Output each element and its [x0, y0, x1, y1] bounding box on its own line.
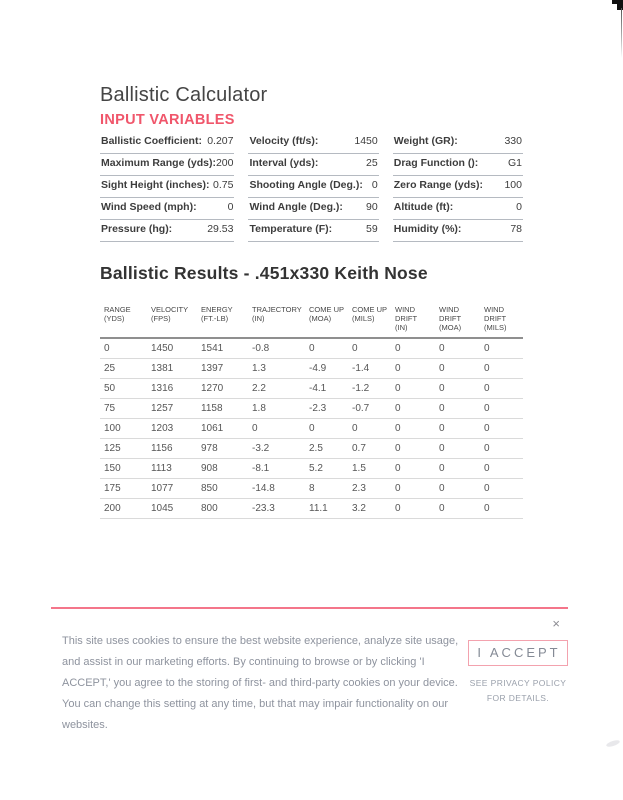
input-field-value[interactable]: 200	[215, 157, 234, 169]
table-cell: 0	[391, 459, 435, 479]
input-field-label: Ballistic Coefficient:	[101, 135, 202, 147]
table-cell: 0	[391, 359, 435, 379]
results-table-header-row	[100, 303, 523, 338]
input-field-label: Weight (GR):	[393, 135, 458, 147]
cookie-message: This site uses cookies to ensure the best website experience, analyze site usage, and assist in our marketing efforts. By continuing to browse or by clicking 'I ACCEPT,' you agree to the storing of first- and third-party cookies on your device. You can change this setting at any time, but that may impair functionality on our websites.	[62, 635, 459, 731]
table-cell: 150	[100, 459, 147, 479]
table-cell: 0	[391, 499, 435, 519]
scan-artifact-smudge	[606, 739, 621, 748]
table-cell: -23.3	[248, 499, 305, 519]
table-cell: 0	[391, 379, 435, 399]
input-grid	[100, 132, 523, 242]
column-header: RANGE (YDS)	[100, 303, 147, 338]
table-cell: 800	[197, 499, 248, 519]
input-field	[248, 132, 378, 154]
table-cell: 1203	[147, 419, 197, 439]
input-field	[393, 132, 523, 154]
table-cell: 0	[435, 379, 480, 399]
table-cell: 1.5	[348, 459, 391, 479]
table-row	[100, 399, 523, 419]
input-field-label: Velocity (ft/s):	[249, 135, 319, 147]
input-field-label: Shooting Angle (Deg.):	[249, 179, 363, 191]
table-cell: -4.1	[305, 379, 348, 399]
table-cell: 0	[248, 419, 305, 439]
table-cell: -1.4	[348, 359, 391, 379]
table-cell: 0	[435, 459, 480, 479]
results-table	[100, 303, 523, 519]
table-cell: 1.8	[248, 399, 305, 419]
table-cell: 0	[480, 499, 523, 519]
input-field-label: Wind Angle (Deg.):	[249, 201, 343, 213]
close-icon[interactable]: ×	[552, 616, 560, 631]
table-row	[100, 379, 523, 399]
input-field-value[interactable]: 59	[366, 223, 378, 235]
table-cell: 1158	[197, 399, 248, 419]
table-cell: 2.3	[348, 479, 391, 499]
table-row	[100, 439, 523, 459]
table-cell: 0	[435, 499, 480, 519]
column-header: WIND DRIFT (MOA)	[435, 303, 480, 338]
table-row	[100, 499, 523, 519]
table-cell: 0	[480, 439, 523, 459]
column-header: WIND DRIFT (IN)	[391, 303, 435, 338]
input-field-value[interactable]: 29.53	[207, 223, 234, 235]
input-field-label: Temperature (F):	[249, 223, 333, 235]
table-cell: 1156	[147, 439, 197, 459]
column-header: TRAJECTORY (IN)	[248, 303, 305, 338]
table-cell: 5.2	[305, 459, 348, 479]
table-cell: 1113	[147, 459, 197, 479]
input-field-value[interactable]: 25	[366, 157, 378, 169]
table-cell: 0	[391, 439, 435, 459]
cookie-banner-content	[51, 631, 568, 736]
table-cell: 0	[480, 419, 523, 439]
input-field	[100, 154, 234, 176]
table-cell: 3.2	[348, 499, 391, 519]
table-cell: 2.2	[248, 379, 305, 399]
table-cell: 25	[100, 359, 147, 379]
table-cell: 1316	[147, 379, 197, 399]
input-field-label: Drag Function ():	[393, 157, 479, 169]
table-cell: 978	[197, 439, 248, 459]
input-field-label: Zero Range (yds):	[393, 179, 483, 191]
table-cell: 0	[100, 338, 147, 359]
input-field	[393, 220, 523, 242]
cookie-banner	[51, 607, 568, 755]
input-field-value[interactable]: G1	[507, 157, 522, 169]
table-cell: -4.9	[305, 359, 348, 379]
input-field	[248, 220, 378, 242]
input-field	[393, 198, 523, 220]
column-header: WIND DRIFT (MILS)	[480, 303, 523, 338]
table-cell: -14.8	[248, 479, 305, 499]
input-field-label: Altitude (ft):	[393, 201, 454, 213]
input-field-value[interactable]: 330	[504, 135, 522, 147]
table-cell: 8	[305, 479, 348, 499]
input-field-label: Maximum Range (yds):	[101, 157, 216, 169]
cookie-actions	[468, 631, 568, 736]
page-title: Ballistic Calculator	[100, 84, 268, 106]
input-field	[100, 220, 234, 242]
input-field	[393, 154, 523, 176]
input-variables-heading: INPUT VARIABLES	[100, 112, 235, 128]
table-cell: -2.3	[305, 399, 348, 419]
table-cell: 0	[435, 419, 480, 439]
accept-button[interactable]: I ACCEPT	[468, 640, 567, 666]
input-field	[100, 176, 234, 198]
table-cell: 1270	[197, 379, 248, 399]
table-cell: 0	[480, 359, 523, 379]
table-cell: 0	[305, 338, 348, 359]
input-field-label: Humidity (%):	[393, 223, 462, 235]
input-field-label: Pressure (hg):	[101, 223, 173, 235]
table-cell: 1077	[147, 479, 197, 499]
table-cell: 0	[480, 479, 523, 499]
input-field-value[interactable]: 1450	[354, 135, 378, 147]
results-table-body	[100, 338, 523, 519]
scan-artifact-corner	[617, 0, 623, 10]
input-field	[248, 176, 378, 198]
table-cell: 200	[100, 499, 147, 519]
table-cell: 0	[391, 338, 435, 359]
table-cell: 0	[480, 459, 523, 479]
table-cell: 1397	[197, 359, 248, 379]
table-cell: 1061	[197, 419, 248, 439]
table-row	[100, 419, 523, 439]
table-cell: 0	[435, 338, 480, 359]
input-field-label: Interval (yds):	[249, 157, 319, 169]
table-cell: 850	[197, 479, 248, 499]
table-cell: 0	[391, 419, 435, 439]
table-cell: 908	[197, 459, 248, 479]
input-field-value[interactable]: 0	[227, 201, 234, 213]
privacy-policy-link[interactable]: SEE PRIVACY POLICY FOR DETAILS.	[469, 678, 567, 703]
table-cell: 1257	[147, 399, 197, 419]
table-cell: 1.3	[248, 359, 305, 379]
input-field	[100, 198, 234, 220]
table-cell: 0	[391, 479, 435, 499]
table-cell: 0	[435, 479, 480, 499]
scan-artifact-line	[621, 8, 622, 58]
table-cell: 11.1	[305, 499, 348, 519]
table-cell: 0	[348, 419, 391, 439]
table-cell: 1381	[147, 359, 197, 379]
table-cell: 0	[305, 419, 348, 439]
input-field	[393, 176, 523, 198]
table-cell: -3.2	[248, 439, 305, 459]
table-cell: -0.8	[248, 338, 305, 359]
input-field-value[interactable]: 0	[371, 179, 378, 191]
table-row	[100, 459, 523, 479]
table-cell: 50	[100, 379, 147, 399]
table-cell: 75	[100, 399, 147, 419]
table-cell: 1541	[197, 338, 248, 359]
input-field-value[interactable]: 78	[510, 223, 522, 235]
table-row	[100, 338, 523, 359]
table-cell: 0	[435, 439, 480, 459]
input-field-label: Sight Height (inches):	[101, 179, 210, 191]
table-cell: -8.1	[248, 459, 305, 479]
table-cell: 0	[391, 399, 435, 419]
table-cell: 1450	[147, 338, 197, 359]
column-header: VELOCITY (FPS)	[147, 303, 197, 338]
input-field	[248, 154, 378, 176]
table-cell: 0	[348, 338, 391, 359]
table-cell: -1.2	[348, 379, 391, 399]
input-field	[248, 198, 378, 220]
table-cell: 2.5	[305, 439, 348, 459]
table-row	[100, 359, 523, 379]
column-header: ENERGY (FT.-LB)	[197, 303, 248, 338]
table-cell: 0	[480, 379, 523, 399]
input-field-value[interactable]: 0.207	[207, 135, 234, 147]
table-cell: 0	[435, 399, 480, 419]
table-cell: 100	[100, 419, 147, 439]
table-cell: 0	[435, 359, 480, 379]
input-field-label: Wind Speed (mph):	[101, 201, 197, 213]
table-cell: 0	[480, 399, 523, 419]
ballistic-results-heading: Ballistic Results - .451x330 Keith Nose	[100, 263, 428, 283]
table-cell: 0	[480, 338, 523, 359]
column-header: COME UP (MOA)	[305, 303, 348, 338]
table-cell: -0.7	[348, 399, 391, 419]
input-field-value[interactable]: 90	[366, 201, 378, 213]
table-row	[100, 479, 523, 499]
input-field-value[interactable]: 0	[516, 201, 522, 213]
table-cell: 175	[100, 479, 147, 499]
table-cell: 125	[100, 439, 147, 459]
input-field-value[interactable]: 100	[504, 179, 522, 191]
input-field	[100, 132, 234, 154]
table-cell: 0.7	[348, 439, 391, 459]
column-header: COME UP (MILS)	[348, 303, 391, 338]
table-cell: 1045	[147, 499, 197, 519]
input-field-value[interactable]: 0.75	[213, 179, 234, 191]
